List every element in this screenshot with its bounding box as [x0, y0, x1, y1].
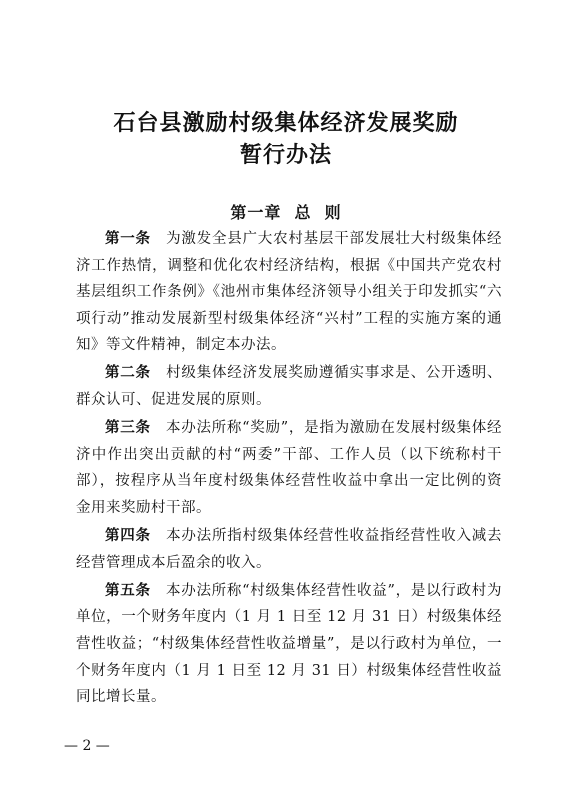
article-heading: 第五条	[105, 581, 151, 599]
article-heading: 第二条	[105, 364, 151, 382]
article-heading: 第三条	[105, 419, 151, 437]
article-text: 村级集体经济发展奖励遵循实事求是、公开透明、群众认可、促进发展的原则。	[76, 365, 503, 409]
article-4	[76, 523, 502, 576]
article-1	[76, 226, 502, 359]
article-text: 本办法所指村级集体经营性收益指经营性收入减去经营管理成本后盈余的收入。	[76, 528, 503, 571]
document-title-line1: 石台县激励村级集体经济发展奖励	[113, 110, 459, 136]
article-text: 为激发全县广大农村基层干部发展壮大村级集体经济工作热情，调整和优化农村经济结构，根据《中国共产党农村基层组织工作条例》《池州市集体经济领导小组关于印发抓实“六项行动”推动发展新型村级集体经济“兴村”工程的实施方案的通知》等文件精神，制定本办法。	[76, 231, 503, 354]
document-title-line2: 暂行办法	[239, 142, 332, 168]
article-text: 本办法所称“村级集体经营性收益”，是以行政村为单位，一个财务年度内（1 月 1 日至 12 月 31 日）村级集体经营性收益；“村级集体经营性收益增量”，是以行政村为单位，一个财务年度内（1 月 1 日至 12 月 31 日）村级集体经营性收益同比增长量。	[76, 582, 503, 706]
article-3	[76, 415, 502, 521]
article-2	[76, 360, 502, 413]
document-body	[76, 226, 502, 712]
article-heading: 第一条	[105, 230, 151, 247]
article-5	[76, 578, 502, 711]
article-text: 本办法所称“奖励”，是指为激励在发展村级集体经济中作出突出贡献的村“两委”干部、工作人员（以下统称村干部），按程序从当年度村级集体经营性收益中拿出一定比例的资金用来奖励村干部。	[76, 420, 503, 516]
chapter-heading: 第一章 总 则	[230, 203, 342, 222]
article-heading: 第四条	[105, 527, 151, 545]
page-number: — 2 —	[64, 738, 110, 754]
